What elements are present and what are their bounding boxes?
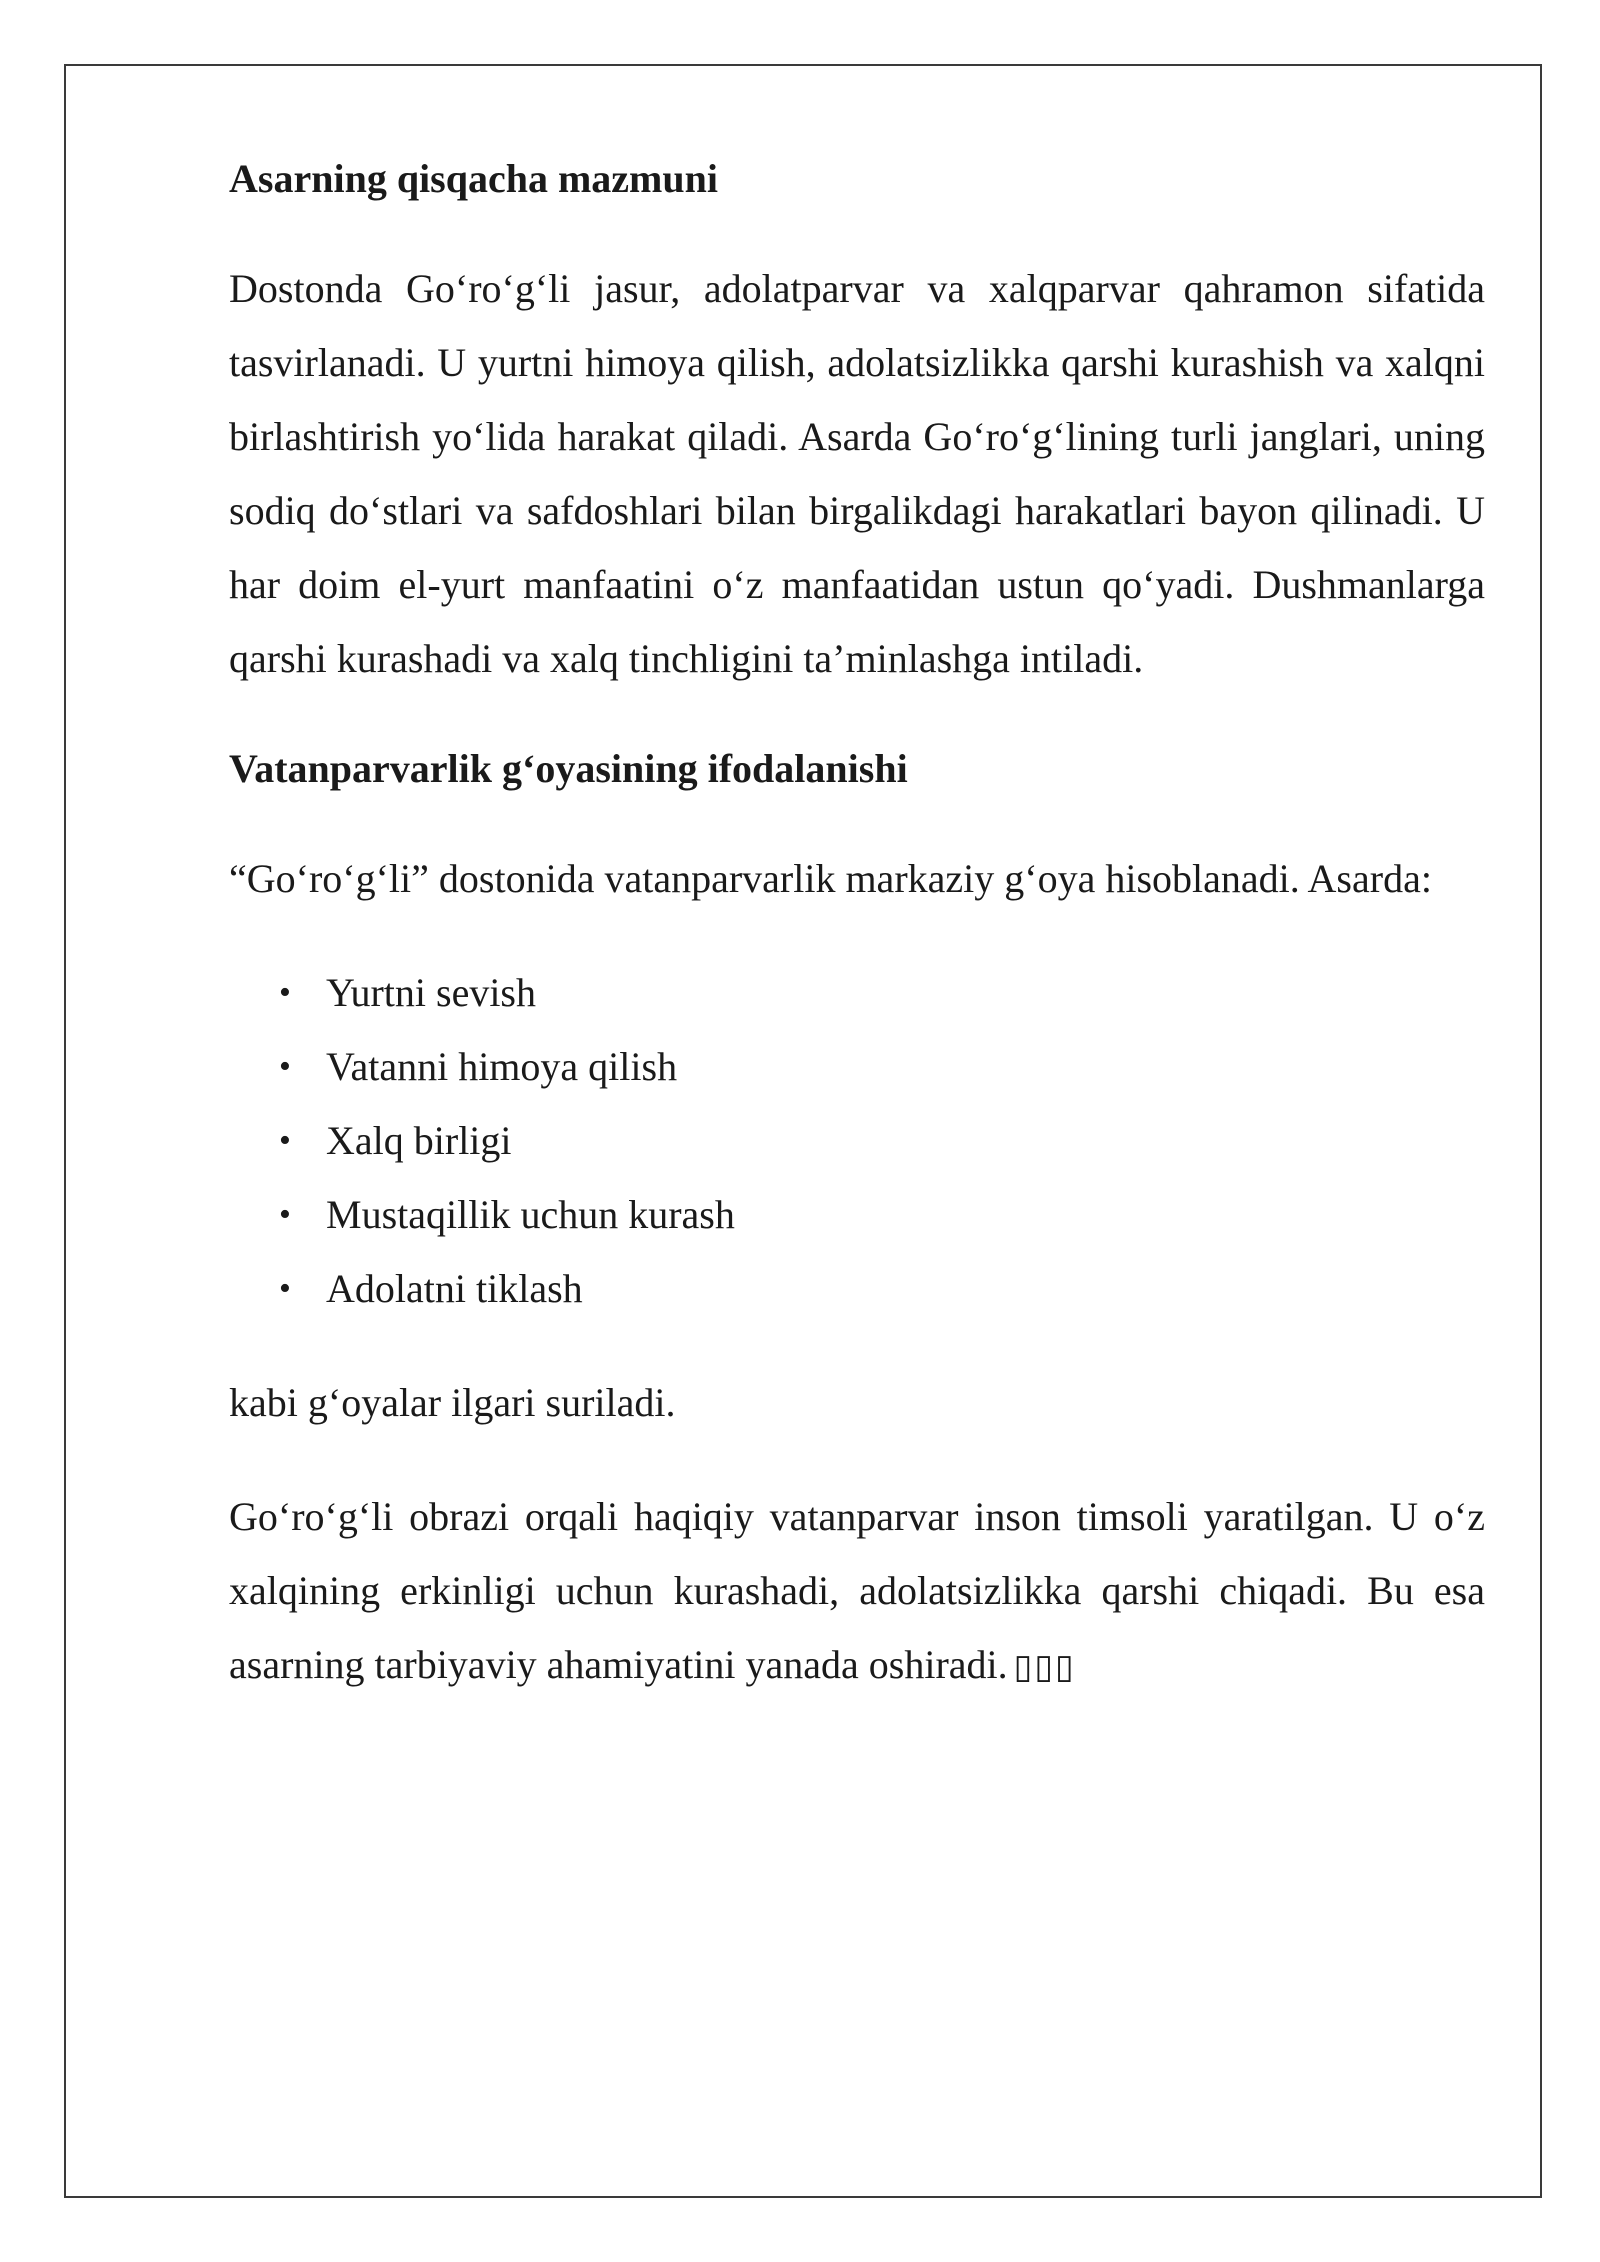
- bullet-icon: •: [279, 1270, 291, 1307]
- list-item: • Xalq birligi: [229, 1104, 1485, 1178]
- intro-paragraph: “Go‘ro‘g‘li” dostonida vatanparvarlik markaziy g‘oya hisoblanadi. Asarda:: [229, 856, 1432, 901]
- list-item: • Yurtni sevish: [229, 956, 1485, 1030]
- summary-paragraph: Dostonda Go‘ro‘g‘li jasur, adolatparvar va xalqparvar qahramon sifatida tasvirlanadi. U yurtni himoya qilish, adolatsizlikka qarshi kurashish va xalqni birlashtirish yo‘lida harakat qiladi. Asarda Go‘ro‘g‘lining turli janglari, uning sodiq do‘stlari va safdoshlari bilan birgalikdagi harakatlari bayon qilinadi. U har doim el-yurt manfaatini o‘z manfaatidan ustun qo‘yadi. Dushmanlarga qarshi kurashadi va xalq tinchligini ta’minlashga intiladi.: [229, 266, 1485, 681]
- document-body: [229, 146, 1485, 1744]
- bullet-icon: •: [279, 974, 291, 1011]
- section-heading-summary: Asarning qisqacha mazmuni: [229, 156, 718, 201]
- list-item: • Vatanni himoya qilish: [229, 1030, 1485, 1104]
- bullet-icon: •: [279, 1122, 291, 1159]
- missing-glyph-boxes: ▯▯▯: [1013, 1647, 1076, 1687]
- ideas-list: [229, 956, 1485, 1326]
- bullet-icon: •: [279, 1048, 291, 1085]
- bullet-icon: •: [279, 1196, 291, 1233]
- closing-paragraph: [229, 1480, 1485, 1704]
- after-list-paragraph: kabi g‘oyalar ilgari suriladi.: [229, 1380, 676, 1425]
- list-item: • Adolatni tiklash: [229, 1252, 1485, 1326]
- closing-text: Go‘ro‘g‘li obrazi orqali haqiqiy vatanparvar inson timsoli yaratilgan. U o‘z xalqining erkinligi uchun kurashadi, adolatsizlikka qarshi chiqadi. Bu esa asarning tarbiyaviy ahamiyatini yanada oshiradi.: [229, 1494, 1485, 1687]
- section-heading-patriotism: Vatanparvarlik g‘oyasining ifodalanishi: [229, 746, 908, 791]
- list-item: • Mustaqillik uchun kurash: [229, 1178, 1485, 1252]
